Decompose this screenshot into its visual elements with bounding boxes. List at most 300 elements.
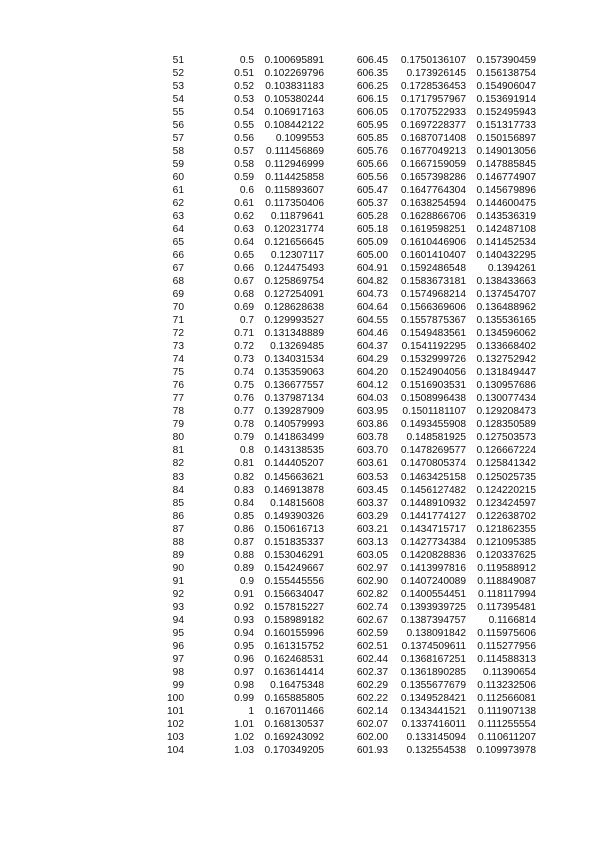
cell-col-b: 605.09 xyxy=(356,237,388,249)
cell-col-d: 0.128350589 xyxy=(476,419,536,431)
cell-col-d: 0.120337625 xyxy=(476,549,536,561)
table-row xyxy=(150,106,550,119)
cell-col-a: 0.106917163 xyxy=(264,107,324,119)
table-row xyxy=(150,80,550,93)
cell-col-a: 0.144405207 xyxy=(264,458,324,470)
cell-col-d: 0.121862355 xyxy=(476,523,536,535)
cell-col-b: 606.05 xyxy=(356,107,388,119)
cell-col-a: 0.108442122 xyxy=(264,120,324,132)
cell-col-b: 604.46 xyxy=(356,328,388,340)
table-row xyxy=(150,614,550,627)
cell-col-d: 0.145679896 xyxy=(476,185,536,197)
cell-col-d: 0.130077434 xyxy=(476,393,536,405)
table-row xyxy=(150,497,550,510)
cell-col-a: 0.121656645 xyxy=(264,237,324,249)
cell-col-c: 0.1456127482 xyxy=(400,484,466,496)
cell-col-a: 0.111456869 xyxy=(266,146,324,158)
cell-x-value: 0.59 xyxy=(234,172,254,184)
cell-x-value: 0.65 xyxy=(234,250,254,262)
cell-row-index: 67 xyxy=(172,263,184,275)
cell-col-a: 0.127254091 xyxy=(264,289,324,301)
cell-row-index: 63 xyxy=(172,211,184,223)
cell-col-c: 0.1566369606 xyxy=(400,302,466,314)
cell-col-c: 0.1343441521 xyxy=(400,705,466,717)
cell-col-b: 605.00 xyxy=(356,250,388,262)
cell-col-c: 0.1610446906 xyxy=(400,237,466,249)
cell-col-a: 0.141863499 xyxy=(264,432,324,444)
cell-row-index: 60 xyxy=(172,172,184,184)
cell-col-c: 0.1508996438 xyxy=(400,393,466,405)
cell-x-value: 1.01 xyxy=(234,718,254,730)
table-row xyxy=(150,640,550,653)
cell-x-value: 0.53 xyxy=(234,94,254,106)
cell-row-index: 94 xyxy=(172,614,184,626)
cell-x-value: 0.87 xyxy=(234,536,254,548)
cell-col-a: 0.153046291 xyxy=(264,549,324,561)
cell-col-d: 0.109973978 xyxy=(476,744,536,756)
cell-col-d: 0.113232506 xyxy=(477,679,536,691)
cell-col-b: 604.91 xyxy=(356,263,388,275)
table-row xyxy=(150,575,550,588)
table-row xyxy=(150,510,550,523)
cell-col-c: 0.1516903531 xyxy=(400,380,466,392)
cell-col-a: 0.137987134 xyxy=(264,393,324,405)
cell-x-value: 0.78 xyxy=(234,419,254,431)
cell-col-c: 0.1677049213 xyxy=(400,146,466,158)
cell-col-c: 0.1361890285 xyxy=(400,666,466,678)
cell-col-c: 0.1434715717 xyxy=(400,523,466,535)
cell-col-a: 0.112946999 xyxy=(265,159,324,171)
cell-col-d: 0.129208473 xyxy=(476,406,536,418)
table-row xyxy=(150,249,550,262)
cell-row-index: 74 xyxy=(172,354,184,366)
cell-x-value: 0.97 xyxy=(234,666,254,678)
cell-col-d: 0.121095385 xyxy=(476,536,536,548)
cell-col-d: 0.150156897 xyxy=(476,133,536,145)
cell-col-d: 0.136488962 xyxy=(476,302,536,314)
cell-col-b: 603.78 xyxy=(356,432,388,444)
cell-col-c: 0.1441774127 xyxy=(400,510,466,522)
cell-x-value: 1.03 xyxy=(234,744,254,756)
cell-col-a: 0.13269485 xyxy=(270,341,324,353)
cell-col-a: 0.16475348 xyxy=(270,679,324,691)
cell-col-d: 0.112566081 xyxy=(477,692,536,704)
table-row xyxy=(150,692,550,705)
cell-x-value: 0.52 xyxy=(234,81,254,93)
table-row xyxy=(150,210,550,223)
cell-col-d: 0.119588912 xyxy=(477,562,536,574)
cell-col-d: 0.142487108 xyxy=(476,224,536,236)
cell-col-a: 0.125869754 xyxy=(264,276,324,288)
table-row xyxy=(150,327,550,340)
cell-col-b: 605.28 xyxy=(356,211,388,223)
cell-row-index: 104 xyxy=(167,744,184,756)
table-row xyxy=(150,653,550,666)
cell-col-d: 0.118117994 xyxy=(478,588,536,600)
cell-x-value: 0.55 xyxy=(234,120,254,132)
cell-col-c: 0.1541192295 xyxy=(401,341,466,353)
table-row xyxy=(150,93,550,106)
cell-x-value: 0.69 xyxy=(234,302,254,314)
cell-col-c: 0.1427734384 xyxy=(400,536,466,548)
cell-x-value: 0.84 xyxy=(234,497,254,509)
cell-col-d: 0.141452534 xyxy=(476,237,536,249)
cell-row-index: 91 xyxy=(172,575,184,587)
cell-row-index: 56 xyxy=(172,120,184,132)
cell-col-b: 605.95 xyxy=(356,120,388,132)
cell-col-d: 0.111255554 xyxy=(478,718,536,730)
table-row xyxy=(150,457,550,470)
cell-col-c: 0.1337416011 xyxy=(401,718,466,730)
cell-col-b: 604.03 xyxy=(356,393,388,405)
cell-row-index: 102 xyxy=(167,718,184,730)
cell-col-c: 0.1393939725 xyxy=(400,601,466,613)
table-row xyxy=(150,718,550,731)
cell-col-d: 0.115975606 xyxy=(477,627,536,639)
table-row xyxy=(150,562,550,575)
cell-col-b: 602.82 xyxy=(356,588,388,600)
cell-col-d: 0.124220215 xyxy=(476,484,536,496)
cell-col-b: 606.25 xyxy=(356,81,388,93)
cell-row-index: 57 xyxy=(172,133,184,145)
cell-col-a: 0.162468531 xyxy=(264,653,324,665)
table-row xyxy=(150,379,550,392)
cell-col-b: 602.51 xyxy=(356,640,388,652)
cell-col-b: 604.12 xyxy=(356,380,388,392)
cell-col-b: 602.74 xyxy=(356,601,388,613)
cell-x-value: 0.96 xyxy=(234,653,254,665)
cell-x-value: 0.68 xyxy=(234,289,254,301)
table-row xyxy=(150,666,550,679)
cell-col-b: 601.93 xyxy=(356,744,388,756)
cell-col-d: 0.131849447 xyxy=(476,367,536,379)
cell-x-value: 0.51 xyxy=(234,68,254,80)
cell-row-index: 69 xyxy=(172,289,184,301)
cell-col-d: 0.122638702 xyxy=(476,510,536,522)
cell-col-b: 606.35 xyxy=(356,68,388,80)
cell-col-a: 0.105380244 xyxy=(264,94,324,106)
cell-col-a: 0.11879641 xyxy=(270,211,324,223)
cell-col-a: 0.151835337 xyxy=(264,536,324,548)
cell-row-index: 89 xyxy=(172,549,184,561)
cell-col-a: 0.124475493 xyxy=(264,263,324,275)
table-row xyxy=(150,184,550,197)
cell-x-value: 0.92 xyxy=(234,601,254,613)
cell-col-b: 603.86 xyxy=(356,419,388,431)
cell-col-d: 0.151317733 xyxy=(476,120,536,132)
cell-col-a: 0.154249667 xyxy=(264,562,324,574)
cell-col-b: 604.55 xyxy=(356,315,388,327)
table-row xyxy=(150,197,550,210)
cell-row-index: 78 xyxy=(172,406,184,418)
cell-row-index: 93 xyxy=(172,601,184,613)
cell-col-a: 0.117350406 xyxy=(265,198,324,210)
table-row xyxy=(150,549,550,562)
cell-col-c: 0.1349528421 xyxy=(400,692,466,704)
cell-col-d: 0.149013056 xyxy=(476,146,536,158)
cell-x-value: 0.86 xyxy=(234,523,254,535)
cell-col-d: 0.137454707 xyxy=(476,289,536,301)
cell-col-d: 0.156138754 xyxy=(476,68,536,80)
cell-row-index: 79 xyxy=(172,419,184,431)
cell-col-a: 0.129993527 xyxy=(264,315,324,327)
table-row xyxy=(150,601,550,614)
cell-col-b: 603.29 xyxy=(356,510,388,522)
cell-col-d: 0.138433663 xyxy=(476,276,536,288)
cell-x-value: 0.57 xyxy=(234,146,254,158)
table-row xyxy=(150,67,550,80)
cell-col-c: 0.1387394757 xyxy=(400,614,466,626)
cell-row-index: 81 xyxy=(172,445,184,457)
cell-x-value: 0.63 xyxy=(234,224,254,236)
cell-col-a: 0.139287909 xyxy=(264,406,324,418)
cell-col-d: 0.140432295 xyxy=(476,250,536,262)
cell-row-index: 87 xyxy=(172,523,184,535)
cell-row-index: 100 xyxy=(167,692,184,704)
table-row xyxy=(150,731,550,744)
cell-col-b: 603.70 xyxy=(356,445,388,457)
table-row xyxy=(150,145,550,158)
cell-x-value: 0.95 xyxy=(234,640,254,652)
cell-row-index: 97 xyxy=(172,653,184,665)
cell-col-d: 0.154906047 xyxy=(476,81,536,93)
cell-col-d: 0.146774907 xyxy=(476,172,536,184)
cell-col-d: 0.1166814 xyxy=(488,614,536,626)
cell-row-index: 53 xyxy=(172,81,184,93)
cell-col-a: 0.163614414 xyxy=(264,666,324,678)
cell-col-b: 605.85 xyxy=(356,133,388,145)
cell-col-c: 0.1728536453 xyxy=(400,81,466,93)
cell-col-d: 0.118849087 xyxy=(477,575,536,587)
cell-x-value: 0.89 xyxy=(234,562,254,574)
cell-col-b: 602.90 xyxy=(356,575,388,587)
cell-col-c: 0.133145094 xyxy=(406,731,466,743)
cell-col-b: 602.29 xyxy=(356,679,388,691)
cell-col-d: 0.125025735 xyxy=(476,471,536,483)
cell-col-d: 0.1394261 xyxy=(487,263,536,275)
table-row xyxy=(150,744,550,757)
cell-col-b: 602.00 xyxy=(356,731,388,743)
cell-col-b: 603.05 xyxy=(356,549,388,561)
table-row xyxy=(150,484,550,497)
cell-col-c: 0.1463425158 xyxy=(400,471,466,483)
cell-x-value: 0.99 xyxy=(234,692,254,704)
cell-x-value: 0.81 xyxy=(234,458,254,470)
cell-col-c: 0.138091842 xyxy=(406,627,466,639)
cell-col-a: 0.149390326 xyxy=(264,510,324,522)
table-row xyxy=(150,223,550,236)
cell-col-c: 0.1355677679 xyxy=(400,679,466,691)
cell-col-b: 605.66 xyxy=(356,159,388,171)
cell-row-index: 59 xyxy=(172,159,184,171)
cell-col-b: 604.82 xyxy=(356,276,388,288)
cell-row-index: 55 xyxy=(172,107,184,119)
cell-col-b: 603.13 xyxy=(356,536,388,548)
cell-col-c: 0.1557875367 xyxy=(400,315,466,327)
cell-x-value: 0.82 xyxy=(234,471,254,483)
cell-col-b: 605.47 xyxy=(356,185,388,197)
cell-x-value: 0.91 xyxy=(234,588,254,600)
cell-col-d: 0.130957686 xyxy=(476,380,536,392)
cell-row-index: 86 xyxy=(172,510,184,522)
cell-col-c: 0.1420828836 xyxy=(400,549,466,561)
cell-col-c: 0.1697228377 xyxy=(400,120,466,132)
cell-row-index: 76 xyxy=(172,380,184,392)
cell-col-a: 0.103831183 xyxy=(265,81,324,93)
cell-col-c: 0.1478269577 xyxy=(400,445,466,457)
cell-col-d: 0.127503573 xyxy=(476,432,536,444)
cell-col-b: 603.21 xyxy=(356,523,388,535)
cell-x-value: 0.77 xyxy=(234,406,254,418)
table-row xyxy=(150,314,550,327)
cell-col-d: 0.125841342 xyxy=(476,458,536,470)
table-row xyxy=(150,588,550,601)
cell-col-a: 0.140579993 xyxy=(264,419,324,431)
cell-col-b: 602.44 xyxy=(356,653,388,665)
cell-col-b: 604.64 xyxy=(356,302,388,314)
cell-col-d: 0.114588313 xyxy=(477,653,536,665)
cell-row-index: 88 xyxy=(172,536,184,548)
table-row xyxy=(150,679,550,692)
cell-x-value: 0.6 xyxy=(239,185,254,197)
cell-row-index: 103 xyxy=(167,731,184,743)
cell-x-value: 0.71 xyxy=(234,328,254,340)
cell-row-index: 73 xyxy=(172,341,184,353)
cell-col-d: 0.126667224 xyxy=(476,445,536,457)
cell-col-d: 0.157390459 xyxy=(476,55,536,66)
cell-col-c: 0.1574968214 xyxy=(400,289,466,301)
cell-row-index: 54 xyxy=(172,94,184,106)
cell-col-c: 0.1407240089 xyxy=(400,575,466,587)
cell-row-index: 62 xyxy=(172,198,184,210)
cell-col-c: 0.1657398286 xyxy=(400,172,466,184)
cell-x-value: 0.66 xyxy=(234,263,254,275)
cell-col-c: 0.1400554451 xyxy=(400,588,466,600)
table-row xyxy=(150,262,550,275)
cell-col-d: 0.143536319 xyxy=(476,211,536,223)
cell-col-b: 604.73 xyxy=(356,289,388,301)
cell-x-value: 0.62 xyxy=(234,211,254,223)
cell-col-c: 0.1470805374 xyxy=(400,458,466,470)
cell-x-value: 0.83 xyxy=(234,484,254,496)
cell-row-index: 68 xyxy=(172,276,184,288)
cell-col-b: 604.20 xyxy=(356,367,388,379)
cell-x-value: 0.61 xyxy=(234,198,254,210)
cell-col-a: 0.161315752 xyxy=(264,640,324,652)
cell-row-index: 51 xyxy=(172,55,184,66)
cell-col-a: 0.158989182 xyxy=(264,614,324,626)
cell-col-a: 0.167011466 xyxy=(265,705,324,717)
cell-col-b: 603.61 xyxy=(356,458,388,470)
cell-col-a: 0.12307117 xyxy=(270,250,324,262)
cell-row-index: 58 xyxy=(172,146,184,158)
cell-col-b: 605.56 xyxy=(356,172,388,184)
cell-x-value: 0.9 xyxy=(239,575,254,587)
cell-col-d: 0.111907138 xyxy=(478,705,536,717)
cell-col-d: 0.152495943 xyxy=(476,107,536,119)
cell-col-c: 0.1448910932 xyxy=(400,497,466,509)
cell-col-c: 0.1717957967 xyxy=(400,94,466,106)
cell-col-a: 0.145663621 xyxy=(264,471,324,483)
cell-col-a: 0.146913878 xyxy=(264,484,324,496)
cell-col-c: 0.173926145 xyxy=(406,68,466,80)
cell-col-a: 0.100695891 xyxy=(264,55,324,66)
cell-col-c: 0.1549483561 xyxy=(400,328,466,340)
cell-row-index: 82 xyxy=(172,458,184,470)
cell-col-a: 0.136677557 xyxy=(264,380,324,392)
cell-col-c: 0.1601410407 xyxy=(400,250,466,262)
cell-x-value: 0.8 xyxy=(239,445,254,457)
cell-col-d: 0.135536165 xyxy=(476,315,536,327)
cell-col-b: 605.37 xyxy=(356,198,388,210)
cell-col-a: 0.1099553 xyxy=(275,133,324,145)
cell-x-value: 0.7 xyxy=(239,315,254,327)
cell-col-c: 0.1628866706 xyxy=(400,211,466,223)
cell-col-c: 0.1647764304 xyxy=(400,185,466,197)
cell-x-value: 0.98 xyxy=(234,679,254,691)
cell-col-a: 0.14815608 xyxy=(270,497,324,509)
cell-col-c: 0.1374509611 xyxy=(401,640,466,652)
cell-col-a: 0.170349205 xyxy=(264,744,324,756)
data-table xyxy=(150,54,550,757)
table-row xyxy=(150,366,550,379)
table-row xyxy=(150,158,550,171)
cell-row-index: 72 xyxy=(172,328,184,340)
cell-col-a: 0.168130537 xyxy=(264,718,324,730)
cell-x-value: 0.94 xyxy=(234,627,254,639)
table-row xyxy=(150,171,550,184)
cell-row-index: 65 xyxy=(172,237,184,249)
cell-col-d: 0.147885845 xyxy=(476,159,536,171)
cell-col-b: 602.22 xyxy=(356,692,388,704)
cell-x-value: 1.02 xyxy=(234,731,254,743)
cell-x-value: 0.93 xyxy=(234,614,254,626)
cell-col-d: 0.144600475 xyxy=(476,198,536,210)
cell-x-value: 0.54 xyxy=(234,107,254,119)
cell-col-d: 0.110611207 xyxy=(478,731,536,743)
cell-col-a: 0.128628638 xyxy=(264,302,324,314)
cell-x-value: 1 xyxy=(248,705,254,717)
cell-col-c: 0.1524904056 xyxy=(400,367,466,379)
cell-col-c: 0.1501181107 xyxy=(402,406,466,418)
cell-col-a: 0.169243092 xyxy=(264,731,324,743)
cell-col-a: 0.115893607 xyxy=(265,185,324,197)
cell-row-index: 75 xyxy=(172,367,184,379)
cell-col-a: 0.165885805 xyxy=(264,692,324,704)
cell-col-b: 606.15 xyxy=(356,94,388,106)
cell-col-b: 603.53 xyxy=(356,471,388,483)
cell-col-c: 0.1413997816 xyxy=(400,562,466,574)
cell-x-value: 0.67 xyxy=(234,276,254,288)
cell-col-a: 0.150616713 xyxy=(264,523,324,535)
cell-col-d: 0.11390654 xyxy=(482,666,536,678)
cell-col-c: 0.1532999726 xyxy=(400,354,466,366)
cell-col-b: 602.14 xyxy=(356,705,388,717)
cell-x-value: 0.56 xyxy=(234,133,254,145)
cell-col-b: 605.76 xyxy=(356,146,388,158)
cell-row-index: 52 xyxy=(172,68,184,80)
table-row xyxy=(150,275,550,288)
table-row xyxy=(150,523,550,536)
cell-x-value: 0.85 xyxy=(234,510,254,522)
cell-col-b: 602.59 xyxy=(356,627,388,639)
table-row xyxy=(150,301,550,314)
cell-row-index: 66 xyxy=(172,250,184,262)
cell-col-c: 0.1583673181 xyxy=(400,276,466,288)
cell-col-d: 0.153691914 xyxy=(476,94,536,106)
cell-col-c: 0.1687071408 xyxy=(400,133,466,145)
table-row xyxy=(150,288,550,301)
